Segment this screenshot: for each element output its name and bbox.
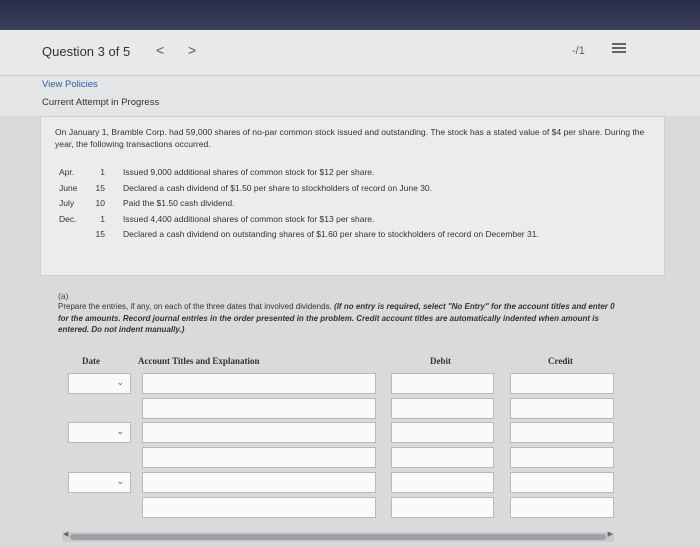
journal-entry-table <box>58 352 618 527</box>
debit-input[interactable] <box>391 373 494 394</box>
transaction-month: Dec. <box>59 213 77 224</box>
instruction-bold-text: (If no entry is required, select "No Entry" for the account titles and enter 0 for the amounts. Record journal entries in the order presented in the problem. Credit account titles are automatically indented when amount is entered. Do not indent manually.) <box>58 302 615 334</box>
scroll-left-icon[interactable]: ◀ <box>63 531 69 538</box>
chevron-down-icon: ⌄ <box>116 476 124 486</box>
date-select[interactable] <box>68 373 131 394</box>
scroll-right-icon[interactable]: ▶ <box>607 531 613 538</box>
transaction-desc: Paid the $1.50 cash dividend. <box>123 198 235 208</box>
credit-input[interactable] <box>510 422 614 443</box>
previous-question-button[interactable]: < <box>156 42 165 58</box>
transaction-desc: Declared a cash dividend of $1.50 per share to stockholders of record on June 30. <box>123 182 433 193</box>
transaction-month: Apr. <box>59 167 75 177</box>
horizontal-scrollbar[interactable] <box>62 532 614 542</box>
credit-input[interactable] <box>510 398 614 419</box>
credit-input[interactable] <box>510 472 614 493</box>
transaction-day: 15 <box>95 229 105 239</box>
transaction-day: 1 <box>100 167 105 177</box>
debit-input[interactable] <box>391 398 494 419</box>
debit-column-header: Debit <box>430 356 451 366</box>
question-header <box>0 30 700 76</box>
policy-bar <box>0 76 700 116</box>
account-title-input[interactable] <box>142 422 376 443</box>
account-title-input[interactable] <box>142 398 376 419</box>
credit-input[interactable] <box>510 447 614 468</box>
transaction-desc: Declared a cash dividend on outstanding shares of $1.60 per share to stockholders of record on December 31. <box>123 229 539 239</box>
transaction-day: 15 <box>95 182 105 193</box>
instruction-text: Prepare the entries, if any, on each of the three dates that involved dividends. <box>58 302 332 311</box>
date-column-header: Date <box>82 356 100 366</box>
transaction-day: 10 <box>95 198 105 208</box>
view-policies-link[interactable]: View Policies <box>42 79 98 90</box>
problem-intro: On January 1, Bramble Corp. had 59,000 shares of no-par common stock issued and outstanding. The stock has a stated value of $4 per share. During the year, the following transactions occurred. <box>55 127 645 149</box>
scrollbar-thumb[interactable] <box>70 534 606 540</box>
transaction-desc: Issued 9,000 additional shares of common stock for $12 per share. <box>123 167 375 177</box>
credit-input[interactable] <box>510 373 614 394</box>
debit-input[interactable] <box>391 497 494 518</box>
debit-input[interactable] <box>391 472 494 493</box>
transaction-day: 1 <box>100 213 105 224</box>
credit-column-header: Credit <box>548 356 573 366</box>
question-list-icon[interactable] <box>612 43 626 57</box>
debit-input[interactable] <box>391 447 494 468</box>
account-column-header: Account Titles and Explanation <box>138 356 260 366</box>
top-bar <box>0 0 700 30</box>
part-a-instructions <box>58 301 618 336</box>
transaction-month: June <box>59 182 78 193</box>
attempt-status: Current Attempt in Progress <box>42 97 160 108</box>
transaction-desc: Issued 4,400 additional shares of common stock for $13 per share. <box>123 213 375 224</box>
transaction-month: July <box>59 198 75 208</box>
chevron-down-icon: ⌄ <box>116 377 124 387</box>
part-a-label: (a) <box>58 291 69 301</box>
chevron-down-icon: ⌄ <box>116 426 124 436</box>
account-title-input[interactable] <box>142 472 376 493</box>
account-title-input[interactable] <box>142 497 376 518</box>
problem-panel <box>40 116 665 276</box>
date-select[interactable] <box>68 422 131 443</box>
next-question-button[interactable]: > <box>188 42 197 58</box>
score-display: -/1 <box>572 45 585 57</box>
account-title-input[interactable] <box>142 447 376 468</box>
debit-input[interactable] <box>391 422 494 443</box>
account-title-input[interactable] <box>142 373 376 394</box>
question-counter: Question 3 of 5 <box>42 44 131 59</box>
credit-input[interactable] <box>510 497 614 518</box>
date-select[interactable] <box>68 472 131 493</box>
